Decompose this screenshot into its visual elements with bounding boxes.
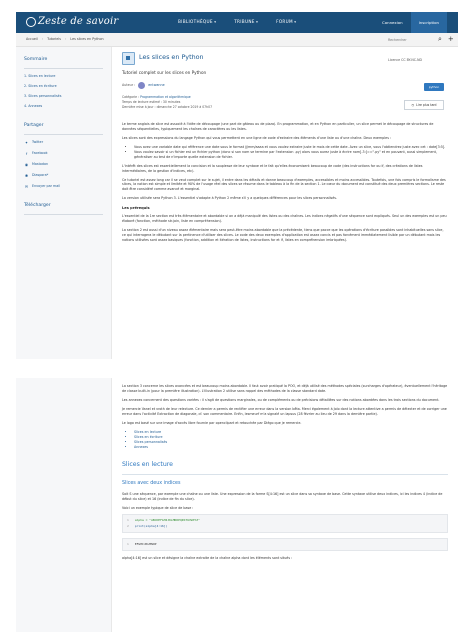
code-text: print(alpha[4:16]) [134,523,168,528]
licence[interactable]: Licence CC BY-NC-ND [388,58,422,62]
paragraph: Le logo est basé sur une image d'accès libre fournie par openclipart et retouchée par Diégo que je remercie. [122,420,302,425]
plus-icon[interactable]: + [447,35,454,43]
article-body [118,378,452,565]
code-line [127,542,443,547]
divider [24,134,103,135]
line-number: 2 [127,523,129,528]
paragraph: Les annexes concernent des questions variées : il s'agit de questions marginales, ou de compléments ou de précisions détaillées sur des notions abordées dans les trois sections du document. [122,397,440,402]
section-link-lecture[interactable]: • Slices en lecture [134,430,448,435]
toc-item-ecriture[interactable]: 2. Slices en écriture [24,83,57,88]
subsection-heading: Slices avec deux indices [122,480,181,486]
section-link-personnalises[interactable]: • Slices personnalisés [134,440,448,445]
section-link-annexes[interactable]: • Annexes [134,445,448,450]
author-label: Auteur : [122,83,136,88]
paragraph: Le terme anglais de slice est associé à l'idée de découpage (une part de gâteau ou de pizza). En programmation, et en Python en particulier, un slice permet le découpage de structures de données séquentielles, typiquement les chaînes de caractères ou les listes. [122,122,434,131]
toc-item-personnalises[interactable]: 3. Slices personnalisés [24,94,62,99]
paragraph: L'intérêt des slices est essentiellement la concision et la souplesse de leur syntaxe et le fait qu'elles économisent beaucoup de code (des instructions for ou if, des créations de listes intermédiaires, de la gestion d'indices, etc). [122,163,423,173]
avatar[interactable] [138,82,145,89]
example-list [134,145,448,160]
divider [24,68,103,69]
breadcrumb-home[interactable]: Accueil [26,37,38,42]
output-block [122,538,448,551]
clock-icon: ◷ [411,102,415,107]
article-body [118,122,452,243]
section-link-ecriture[interactable]: • Slices en écriture [134,435,448,440]
share-label: Envoyer par mail [32,184,61,189]
diaspora-icon: ✱ [24,172,29,178]
table-of-contents [24,74,111,110]
article-header [118,47,452,122]
breadcrumb [26,37,104,42]
paragraph: Voici un exemple typique de slice de base : [122,505,194,510]
author-row [122,82,165,89]
code-text: EFGHIJKLMNOP [134,541,157,546]
paragraph: Je remercie Vanel et vroth de leur relecture. Ce dernier a permis de rectifier une erreur dans la version bêta. Merci également à Jolo dont la lecture attentive a permis de détecter et de corriger une erreur dans l'activité Extraction de diagonale, cf. son commentaire. Enfin, lesmeurf m'a signalé un lapsus (28 février au lieu de 29 dans la dernière partie). [122,406,447,416]
mail-icon: ✉ [24,183,29,189]
paragraph: alpha[4:16] est un slice et désigne la chaîne extraite de la chaîne alpha dont les éléments sont situés : [122,555,293,560]
search-icon[interactable]: ⌕ [438,35,442,43]
section-heading: Slices en lecture [122,461,448,475]
reading-time: Temps de lecture estimé : 30 minutes [122,99,181,104]
article-continued [16,378,458,632]
share-mastodon[interactable] [24,162,111,168]
read-later-button[interactable] [404,100,444,110]
sidebar [16,378,112,632]
logo-mark-icon [26,17,36,27]
main-nav [178,12,296,33]
last-update: Dernière mise à jour : dimanche 27 octobre 2019 à 07h07 [122,104,213,109]
paragraph: La section 2 est aussi d'un niveau assez élémentaire mais sera peut-être moins abordable que la précédente, tiens que pacce que les opérations d'écriture possibles sont inhabituelles sans slice, ce qui interrogera le débutant sur la pertinence d'utiliser des slices. Le code des deux exemples d'application est assez concis et pas forcément immédiatement lisible par un débutant mais les notions utilisées sont assez basiques (fonction, addition et itération de listes, instructions for et if, listes en compréhension imbriquées). [122,228,444,243]
site-logo[interactable] [26,13,118,31]
register-link[interactable]: Inscription [411,12,447,33]
paragraph: La version utilisée sera Python 3. L'essentiel s'adapte à Python 2 même s'il y a quelques différences pour les slices personnalisés. [122,196,337,201]
category-label: Catégorie : [122,95,140,99]
breadcrumb-separator: › [64,37,67,42]
share-list [24,140,111,190]
share-twitter[interactable] [24,140,111,146]
code-block [122,514,448,532]
article-title: Les slices en Python [139,53,204,61]
tag-python[interactable]: python [424,83,444,91]
category-link[interactable]: Programmation et algorithmique [140,95,191,99]
mastodon-icon: ◉ [24,161,29,167]
article-meta [122,95,212,110]
paragraph: Soit S une séquence, par exemple une chaîne ou une liste. Une expression de la forme S[4:16] est un slice dans sa syntaxe de base. Cette syntaxe utilise deux indices, ici les indices 4 (indice de début du slice) et 16 (indice de fin du slice). [122,491,443,501]
page-gap [0,359,474,378]
author-link[interactable]: entwanne [148,83,165,88]
paragraph: Les slices sont des expressions du langage Python qui vous permettent en une ligne de code d'extraire des éléments d'une liste ou d'une chaîne. Deux exemples : [122,135,392,140]
share-label: Twitter [32,140,44,145]
share-label: Mastodon [32,162,49,167]
toc-item-annexes[interactable]: 4. Annexes [24,104,43,109]
list-item: • Vous avez une variable date qui référence une date sous le format jj/mm/aaaa et vous voulez extraire juste le mois de cette date. Avec un slice, vous l'obtiendrez juste avec cet : date[3:5]. [134,145,448,150]
twitter-icon: ✦ [24,139,29,145]
breadcrumb-tutorials[interactable]: Tutoriels [47,37,61,42]
share-mail[interactable] [24,184,111,190]
section-links [134,430,448,451]
article [118,47,452,247]
share-facebook[interactable] [24,151,111,157]
article-subtitle: Tutoriel complet sur les slices en Python [122,70,207,75]
article-logo-icon [122,52,135,65]
breadcrumb-separator: › [41,37,44,42]
nav-bibliotheque[interactable]: BIBLIOTHÈQUE ▾ [178,19,216,25]
nav-forum[interactable]: FORUM ▾ [276,19,296,25]
divider [24,214,103,215]
facebook-icon: f [25,150,28,156]
share-label: Diaspora* [32,173,49,178]
code-text: alpha = "ABCDEFGHIJKLMNOPQRSTUVWXYZ" [134,518,200,523]
line-number: 1 [127,541,129,546]
paragraph: La section 3 concerne les slices avancées et est beaucoup moins abordable. Il faut avoir pratiqué la POO, et déjà utilisé des méthodes spéciales (surcharges d'opérateur), éventuellement l'héritage de classe built-in (pour la première illustration). L'illustration 2 utilise sans rappel des méthodes de la classe standard date. [122,384,448,393]
auth-links [374,12,447,33]
toc-item-lecture[interactable]: 1. Slices en lecture [24,73,56,78]
prereq-heading: Les prérequis [122,206,150,211]
summary-heading: Sommaire [24,57,48,62]
search-actions [438,34,454,44]
code-line [127,524,443,529]
breadcrumb-bar [16,33,458,47]
login-link[interactable]: Connexion [382,19,403,25]
read-later-label: Lire plus tard [416,102,437,107]
nav-tribune[interactable]: TRIBUNE ▾ [234,19,258,25]
share-heading: Partager [24,123,44,129]
logo-text: Zeste de savoir [38,15,119,27]
download-heading: Télécharger [24,203,51,209]
paragraph: Ce tutoriel est assez long car il se veut complet sur le sujet, il entre dans les détails et donne beaucoup d'exemples, accessibles et moins accessibles. Toutefois, une fois compris le formalisme des slices, la notion est simple et limitée et 90% de l'usage réel des slices se résume dans le tableau à la fin de la section 1. Le cœur du document est constitué des deux premières sections. Le reste doit être considéré comme avancé et marginal. [122,177,446,192]
line-number: 1 [127,518,129,523]
share-diaspora[interactable] [24,173,111,179]
breadcrumb-current: Les slices en Python [70,37,104,42]
list-item: • Vous voulez savoir si un fichier est un fichier python (donc si son nom se termine par l'extension .py) alors vous aurez juste à écrire nom[-3:]==".py" et en pouvant, aussi simplement, généraliser au test de n'importe quelle extension de fichier. [134,150,448,160]
sidebar [16,47,112,359]
share-label: Facebook [32,151,48,156]
paragraph: L'essentiel de la 1re section est très élémentaire et abordable si on a déjà manipulé des listes ou des chaînes. Les indices négatifs d'une séquence sont expliqués. Seul un des exemples est un peu élaboré (fonction, méthode str.join, liste en compréhension). [122,214,447,224]
